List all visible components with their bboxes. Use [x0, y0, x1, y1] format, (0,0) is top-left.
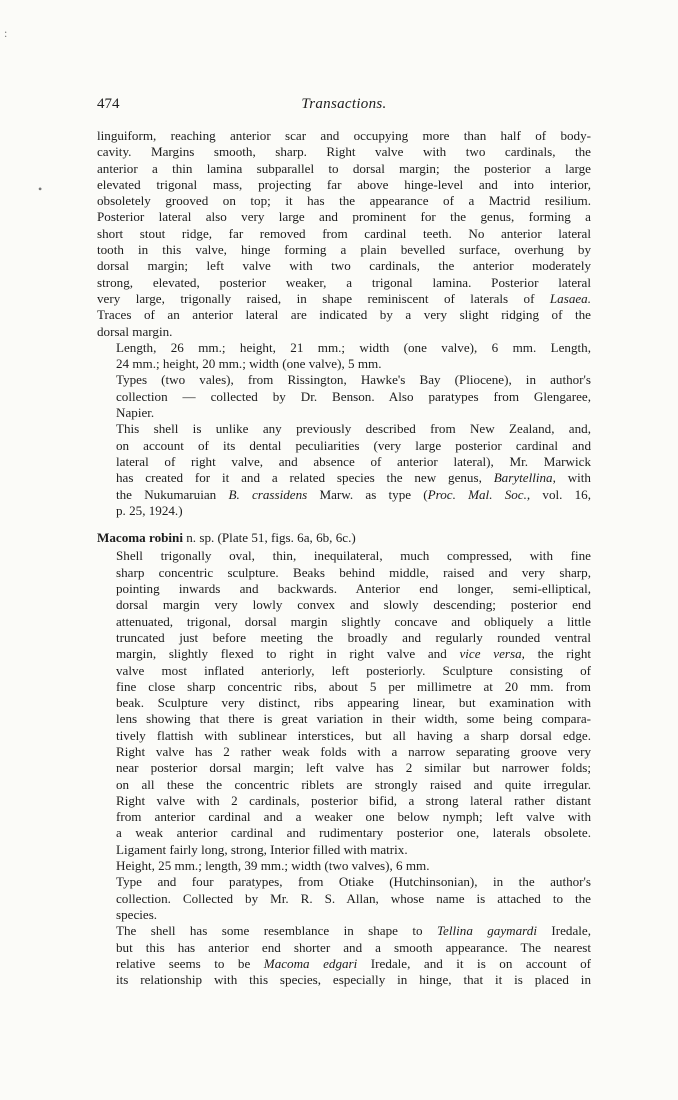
paragraph-type-material: Type and four paratypes, from Otiake (Hutchinsonian), in the author's collection. Collected by Mr. R. S. Allan, whose name is attached to the species.: [116, 874, 591, 922]
scan-speck-mark: :: [4, 26, 8, 40]
paragraph-measurements: Length, 26 mm.; height, 21 mm.; width (one valve), 6 mm. Length, 24 mm.; height, 20 mm.; width (one valve), 5 mm.: [116, 339, 591, 372]
page-number: 474: [97, 96, 120, 112]
running-title: Transactions.: [301, 96, 387, 112]
page-header: [97, 96, 591, 118]
paragraph-dimensions: Height, 25 mm.; length, 39 mm.; width (two valves), 6 mm.: [116, 858, 430, 874]
paragraph-types-locality: Types (two vales), from Rissington, Hawke's Bay (Pliocene), in author's collection — collected by Dr. Benson. Also paratypes from Glengaree, Napier.: [116, 372, 591, 421]
body-text: [97, 128, 591, 988]
paragraph-hinge-description: linguiform, reaching anterior scar and occupying more than half of body- cavity. Margins smooth, sharp. Right valve with two cardinals, the anterior a thin lamina subparallel to dorsal margin; the posterior a large elevated trigonal mass, projecting far above hinge-level and into interior, obsoletely grooved on top; it has the appearance of a Mactrid resilium. Posterior lateral also very large and prominent for the genus, forming a short stout ridge, far removed from cardinal teeth. No anterior lateral tooth in this valve, hinge forming a plain bevelled surface, overhung by dorsal margin; left valve with two cardinals, the anterior moderately strong, elevated, posterior weaker, a trigonal lamina. Posterior lateral very large, trigonally raised, in shape reminiscent of laterals of Lasaea. Traces of an anterior lateral are indicated by a very slight ridging of the dorsal margin.: [97, 128, 591, 339]
species-heading: Macoma robini n. sp. (Plate 51, figs. 6a, 6b, 6c.): [97, 530, 356, 546]
scan-speck-mark: •: [38, 182, 43, 196]
paragraph-remarks: This shell is unlike any previously described from New Zealand, and, on account of its dental peculiarities (very large posterior cardinal and lateral of right valve, and absence of anterior lateral), Mr. Marwick has created for it and a related species the new genus, Barytellina, with the Nukumaruian B. crassidens Marw. as type (Proc. Mal. Soc., vol. 16, p. 25, 1924.): [116, 421, 591, 518]
paragraph-comparison: The shell has some resemblance in shape to Tellina gaymardi Iredale, but this has anterior end shorter and a smooth appearance. The nearest relative seems to be Macoma edgari Iredale, and it is on account of its relationship with this species, especially in hinge, that it is placed in: [116, 923, 591, 988]
species-name: Macoma robini: [97, 530, 183, 546]
paragraph-shell-description: Shell trigonally oval, thin, inequilateral, much compressed, with fine sharp concentric sculpture. Beaks behind middle, raised and very sharp, pointing inwards and backwards. Anterior end longer, semi-elliptical, dorsal margin very lowly convex and slowly descending; posterior end attenuated, trigonal, dorsal margin slightly concave and obliquely a little truncated just before meeting the broadly and regularly rounded ventral margin, slightly flexed to right in right valve and vice versa, the right valve most inflated anteriorly, left posteriorly. Sculpture consisting of fine close sharp concentric ribs, about 5 per millimetre at 20 mm. from beak. Sculpture very distinct, ribs appearing linear, but examination with lens showing that there is great variation in their width, some being compara- tively flattish with sublinear interstices, but all having a sharp dorsal edge. Right valve has 2 rather weak folds with a narrow separating groove very near posterior dorsal margin; left valve has 2 similar but narrower folds; on all these the concentric riblets are strongly raised and quite irregular. Right valve with 2 cardinals, posterior bifid, a strong lateral rather distant from anterior cardinal and a weaker one below nymph; left valve with a weak anterior cardinal and rudimentary posterior one, laterals obsolete. Ligament fairly long, strong, Interior filled with matrix.: [116, 548, 592, 857]
